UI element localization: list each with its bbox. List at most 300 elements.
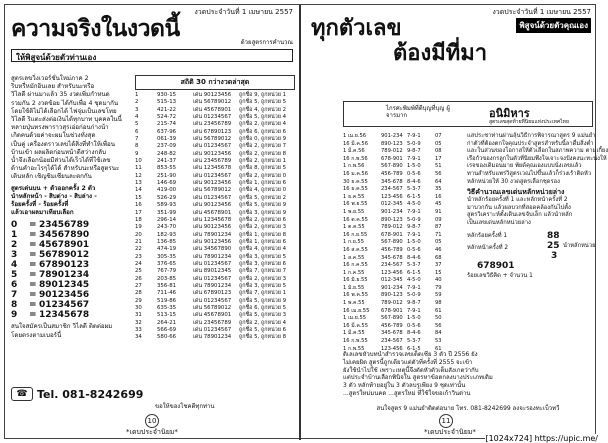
intro-line: เดินหลัก เชิญชิมเซียนละตกกัน [11,173,92,181]
rule-title: วิธีคำนวณเลขเด่นหลักหน่วยล่าง [467,188,565,197]
table-row [343,232,463,240]
number-cell: 1 [11,230,18,241]
right-date-header: งวดประจำวันที่ 1 เมษายน 2557 [492,8,591,16]
table-cell: ถูกชื่อ 5, ถูกหน่วย 6 [239,327,287,333]
table-cell: 123-456 [381,345,403,352]
summary-line: 3 ตัว หลักท้ายอยู่ใน 3 ตัวลบรูเพียง 9 ชุดเท่านั้น [343,382,466,390]
number-cell: 8 [11,300,18,311]
table-cell: 234-567 [381,186,403,193]
number-row [11,300,131,310]
table-cell: 11 [135,165,142,172]
number-row [11,270,131,280]
table-cell: 16 ธ.ค.55 [343,186,368,193]
table-row [135,298,295,305]
table-cell: ถูกชื่อ 1, ถูกหน่วย 8 [239,231,287,238]
summary-line: ...สูตรใหม่มนคด ...สูตรใหม่ ที่ใช้ใจขอเก้าวินด่าน [343,389,471,397]
table-cell: 061-39 [157,136,177,143]
number-row [11,280,131,290]
table-row [135,246,295,253]
table-cell: 17 [135,209,142,216]
table-cell: 305-35 [157,253,177,260]
number-cell: 56789012 [39,250,90,261]
table-cell: 68 [435,254,442,261]
table-cell: 711-46 [157,290,177,297]
table-cell: 91 [435,208,442,215]
number-cell: 01234567 [39,300,90,311]
intro-line: บ้านเข้า ผลผลิตก่อนหน้าดีสว่างกลับ [11,148,106,156]
table-cell: 6-1-5 [407,269,421,276]
table-cell: 1 [135,92,139,98]
table-cell: เด่น 78901234 [193,282,232,289]
table-cell: 53 [435,338,442,345]
table-cell: 16 [135,202,142,209]
table-cell: 16 [435,193,442,200]
table-cell: 05 [435,239,442,246]
table-cell: เด่น 45678901 [193,312,232,319]
diagram-top: 88 [547,230,560,241]
table-cell: ถูกชื่อ 9, ถูกหน่วย 1 [239,92,287,98]
table-cell: เด่น 01234567 [193,327,232,333]
number-cell: = [29,310,37,321]
table-cell: 20 [135,231,142,238]
right-article-text [467,133,608,186]
table-cell: 1 ก.พ.56 [343,163,365,170]
table-row [135,224,295,231]
rule-line: นำหลักร้อยครั้งที่ 1 และหลักหน้าครั้งที่ 2 [467,197,568,204]
table-cell: 15 [435,269,442,276]
table-row [343,315,463,323]
table-row [343,338,463,346]
table-cell: 17 [435,155,442,162]
left-footer: *เดบประจำนิยม* [126,428,178,436]
table-cell: 421-22 [157,106,177,113]
table-cell: ถูกชื่อ 5, ถูกหน่วย 4 [239,114,287,121]
number-cell: = [29,240,37,251]
table-cell: 16 ส.ค.55 [343,246,368,253]
table-cell: 16 ม.ค.56 [343,170,369,177]
table-cell: เด่น 01234567 [193,114,232,121]
table-cell: เด่น 78901234 [193,253,232,260]
table-cell: ถูกชื่อ 2, ถูกหน่วย 4 [239,121,287,128]
table-row [343,308,463,316]
table-cell: เด่น 90123456 [193,224,232,231]
table-cell: 5 [135,121,139,128]
table-row [343,194,463,202]
summary-line: ดิเลเลขหัวบทนำสำรวจเลขเด็ดเซีย 3 ตัว ปี 2556 ยัง [343,351,478,358]
table-cell: 26 [135,275,142,282]
newspaper-spread [4,4,608,439]
rule-line: สูตรเด่นบน + ตัวออกครั้ง 2 ตัว [11,184,96,192]
table-cell: เด่น 01234567 [193,194,232,201]
rule-line: มาบวกกัน แล้วผลบวกที่สอดคล้องกันไปตั้ง [467,204,571,211]
table-cell: 789-012 [381,300,403,307]
results-table [343,133,463,353]
number-cell: 4 [11,260,18,271]
number-cell: 5 [11,270,18,281]
table-cell: 0-5-6 [407,322,421,329]
right-footer: *เดบประจำนิยม* [424,428,476,436]
table-cell: 9-8-7 [407,148,421,155]
table-cell: ถูกชื่อ 0, ถูกหน่วย 9 [239,136,287,143]
table-cell: 901-234 [381,284,403,291]
table-row [135,320,295,327]
table-cell: 7-9-1 [407,208,421,215]
number-cell: 9 [11,310,18,321]
table-cell: 1 เม.ย.56 [343,133,367,139]
table-cell: 8-4-6 [407,178,421,185]
table-cell: เด่น 56789012 [193,99,232,106]
summary-line: ไม่เคยผิด สูตรนี้ถูกเดียวแต่ตัวที่ครั้งที่ 2555 จะเข้า [343,358,473,366]
table-row [135,107,295,114]
table-cell: 7-9-1 [407,133,421,139]
table-cell: ถูกชื่อ 5, ถูกหน่วย 5 [239,99,287,106]
table-row [135,129,295,136]
number-cell: = [29,270,37,281]
rule-line: เป็นเลขเด่นหลักหน่วยล่าง [467,219,531,226]
table-cell: 15 [135,194,142,201]
table-cell: 2 [135,99,139,106]
table-cell: 37 [435,262,442,269]
table-cell: 1 ก.ย.55 [343,239,365,246]
table-cell: 345-678 [381,330,403,337]
watermark: [1024x724] https://upic.me/ [485,434,598,443]
table-cell: ถูกชื่อ 3, ถูกหน่วย 5 [239,253,287,260]
right-page-number: 11 [439,414,453,428]
table-cell: 513-15 [157,312,177,319]
table-row [343,156,463,164]
table-cell: 51 [435,163,442,170]
table-cell: 0-5-6 [407,246,421,253]
table-cell: เด่น 89012345 [193,268,232,275]
number-cell: = [29,300,37,311]
right-page [303,5,608,440]
table-row [343,179,463,187]
table-cell: ถูกชื่อ 4, ถูกหน่วย 0 [239,187,287,194]
left-telephone [11,387,295,401]
number-cell: 90123456 [39,290,90,301]
diagram-mid: 25 [547,240,560,251]
table-row [135,312,295,319]
table-cell: 16 มี.ค.56 [343,140,369,147]
table-cell: 1-5-0 [407,239,421,246]
table-cell: 264-21 [157,319,177,326]
table-cell: 29 [135,297,142,304]
sum-example: 678901 [477,260,515,271]
table-cell: ถูกชื่อ 2, ถูกหน่วย 0 [239,172,287,179]
table-cell: 580-66 [157,334,177,341]
diagram-bottom: 3 [551,250,558,261]
intro-line: รวมกัน 2 งวดข้อย ได้กับเพื่อ 4 ชุดมากัน [11,99,119,107]
table-cell: 345-678 [381,254,403,261]
rule-line: แล้วเอาผลมาเทียบเลือก [11,209,74,217]
table-cell: 8 [135,143,139,150]
left-page [5,5,301,440]
table-cell: 1 ต.ค.55 [343,224,365,231]
table-row [135,276,295,283]
table-row [343,300,463,308]
table-cell: 35 [435,186,442,193]
article-line: แสประชาท่านผ่านลุ้นวิธีการพิจารณาสูตร 9 แม่นยำ [467,133,596,139]
table-cell: เด่น 90123456 [193,202,232,209]
rule-text [11,185,131,218]
number-cell: = [29,290,37,301]
table-cell: 241-37 [157,158,177,165]
table-cell: ถูกชื่อ 2, ถูกหน่วย 6 [239,216,287,223]
article-line: หลักหน่วยให้ 30 งวดสูตรเลือกชุดรอง [467,178,560,185]
table-cell: เด่น 45678901 [193,209,232,216]
table-cell: 890-123 [381,216,403,223]
number-cell: 89012345 [39,280,90,291]
table-cell: 1-5-0 [407,315,421,322]
number-cell: = [29,280,37,291]
table-cell: 456-789 [381,322,403,329]
table-cell: 890-123 [381,140,403,147]
table-cell: เด่น 56789012 [193,304,232,311]
table-cell: 9-8-7 [407,300,421,307]
table-cell: 14 [135,187,142,194]
table-cell: 376-65 [157,260,177,267]
table-cell: เด่น 34567890 [193,246,232,253]
table-cell: 40 [435,277,442,284]
table-cell: 234-567 [381,338,403,345]
table-cell: 16 พ.ค.55 [343,292,369,299]
table-cell: 61 [435,345,442,352]
table-cell: 678-901 [381,307,403,314]
table-cell: 566-69 [157,327,177,333]
table-cell: 890-123 [381,292,403,299]
table-cell: เด่น 90123456 [193,238,232,245]
table-cell: 4-5-0 [407,277,421,284]
intro-line: โดยใช้ดิไม่ได้เลือกได้ ไฟจุ่มเป็นเลขโทย [11,107,117,115]
table-cell: 515-13 [157,99,177,106]
table-cell: 7-9-1 [407,231,421,238]
table-cell: 567-890 [381,239,403,246]
table-cell: เด่น 12345678 [193,216,232,223]
table-cell: 356-81 [157,282,177,289]
table-cell: 1 ก.ค.55 [343,269,365,276]
table-cell: ถูกชื่อ 5, ถูกหน่วย 9 [239,297,287,304]
table-row [343,330,463,338]
table-cell: 345-678 [381,178,403,185]
table-row [343,201,463,209]
table-cell: 1 ส.ค.55 [343,254,365,261]
table-cell: 419-00 [157,187,177,194]
rule-line: ร้อยครั้งที่ - ร้อยครั้งที่ [11,201,69,209]
right-title-line1: ทุกตัวเลข [311,16,402,41]
table-cell: 1 ธ.ค.55 [343,193,365,200]
table-cell: 789-012 [381,148,403,155]
table-cell: ถูกชื่อ 3, ถูกหน่วย 5 [239,282,287,289]
table-cell: ถูกชื่อ 5, ถูกหน่วย 9 [239,202,287,209]
table-cell: เด่น 01234567 [193,143,232,150]
table-cell: 296-14 [157,216,177,223]
table-cell: 56 [435,170,442,177]
table-cell: 28 [135,290,142,297]
table-row [135,165,295,172]
table-cell: 012-345 [381,201,403,208]
table-cell: 456-789 [381,246,403,253]
table-cell: 16 ก.ค.55 [343,262,368,269]
table-cell: 84 [435,330,442,337]
table-cell: 248-82 [157,150,177,157]
table-cell: 9-8-7 [407,224,421,231]
number-cell: 23456789 [39,220,90,231]
table-cell: 22 [135,246,142,253]
table-cell: 901-234 [381,133,403,139]
table-cell: 637-96 [157,128,177,135]
table-cell: เด่น 23456789 [193,319,232,326]
table-cell: 98 [435,300,442,307]
table-row [343,277,463,285]
table-row [343,247,463,255]
table-cell: เด่น 23456789 [193,158,232,165]
table-row [135,202,295,209]
number-row [11,310,131,320]
table-cell: 589-93 [157,202,177,209]
number-cell: 0 [11,220,18,231]
table-cell: 5-3-7 [407,262,421,269]
table-cell: 7-9-1 [407,307,421,314]
number-cell: 7 [11,290,18,301]
table-cell: 79 [435,284,442,291]
table-cell: 19 [135,224,142,231]
table-cell: เด่น 56789012 [193,136,232,143]
table-row [343,255,463,263]
table-cell: เด่น 90123456 [193,180,232,187]
table-cell: เด่น 78901234 [193,231,232,238]
table-cell: 27 [135,282,142,289]
number-cell: 67890123 [39,260,90,271]
table-row [135,121,295,128]
phone-icon: ☎ [11,387,33,401]
table-cell: 789-012 [381,224,403,231]
table-cell: 8-4-6 [407,330,421,337]
table-cell: 526-29 [157,194,177,201]
table-cell: เด่น 78901234 [193,334,232,341]
table-cell: 524-72 [157,114,177,121]
table-cell: 50 [435,315,442,322]
table-cell: 901-234 [381,208,403,215]
number-list [11,220,131,320]
diagram-label-hundred: หลักร้อยครั้งที่ 1 [467,232,508,239]
intro-line: วิไลดี ผ่านมาแล้ว 35 งวดเพิ่มกำหนด [11,91,110,99]
rule-line: นำหลักหน้า - สิบต่าง - สิบล่าง - [11,192,97,200]
article-line: เรือกัวของกรลูกในตัวที่นิยมพึงใจเจาะจงปังคงนะทะน่งให้ [467,155,607,162]
table-row [343,148,463,156]
number-cell: 6 [11,280,18,291]
table-cell: 12 [135,172,142,179]
table-cell: 05 [435,140,442,147]
table-cell: 45 [435,201,442,208]
table-cell: 30 ธ.ค.55 [343,178,368,185]
stats-table [135,75,295,342]
table-cell: 182-93 [157,231,177,238]
table-cell: 6 [135,128,139,135]
table-cell: 3 [135,106,139,113]
summary-line: แต่ประจำบ้านเลือกพินิจใน สูตรหาข้อตกลงบางประเภทเดิม [343,374,493,382]
table-cell: 32 [135,319,142,326]
table-cell: เด่น 67890123 [193,128,232,135]
table-cell: ถูกชื่อ 2, ถูกหน่วย 8 [239,150,287,157]
table-cell: 21 [135,238,142,245]
table-row [343,163,463,171]
table-cell: 5-3-7 [407,186,421,193]
diagram-label-unit: นำหลักหน่วย [563,242,596,249]
table-cell: 853-55 [157,165,177,172]
table-cell: ถูกชื่อ 1, ถูกหน่วย 6 [239,238,287,245]
right-rule-text [467,197,593,227]
table-cell: 5-0-9 [407,216,421,223]
table-cell: ถูกชื่อ 5, ถูกหน่วย 3 [239,312,287,319]
number-row [11,230,131,240]
table-cell: 1 พ.ค.55 [343,300,365,307]
table-cell: เด่น 12345678 [193,165,232,172]
number-row [11,290,131,300]
stats-table-header: สถิติ 30 กว่างวดล่าสุด [135,75,295,90]
table-row [343,217,463,225]
table-cell: 33 [135,327,142,333]
summary-line: ยังใช้นำไปใช้ เพราะเหตุนี้จึงตัดหัวตัวเต็มสังเกตว่ากับ [343,366,479,374]
table-cell: 237-09 [157,143,177,150]
intro-line: หลายปุ่นทรงพาราวสุรเอ่อก่อนก่างน้า [11,124,109,132]
table-cell: 474-19 [157,246,177,253]
number-row [11,260,131,270]
right-contact: สนใจสูตร 9 แม่นยำติดต่อนาย โทร. 081-8242699 ลงจะรองทะเบ็วทวี [376,405,560,412]
left-banner: ให้พิสูจน์ด้วยตัวท่านเอง [11,49,293,62]
table-cell: 25 [135,268,142,275]
table-cell: 012-345 [381,277,403,284]
ad-brand: อนิมิหาร [489,107,530,120]
table-cell: ถูกชื่อ 2, ถูกหน่วย 3 [239,224,287,231]
table-cell: 1 มี.ค.55 [343,330,365,337]
table-cell: ถูกชื่อ 3, ถูกหน่วย 6 [239,260,287,267]
ad-subtext: สูตรเลขสุดท้ายที่นิยมแห่งประเทศไทย [489,119,569,125]
table-cell: 16 ก.พ.56 [343,155,368,162]
table-cell: ถูกชื่อ 3, ถูกหน่วย 9 [239,209,287,216]
table-cell: 07 [435,133,442,139]
table-cell: เด่น 67890123 [193,290,232,297]
table-cell: 16 มิ.ย.55 [343,277,368,284]
table-cell: 1 เม.ย.55 [343,315,367,322]
table-row [135,268,295,275]
table-cell: 243-70 [157,224,177,231]
table-row [343,262,463,270]
table-cell: เด่น 90123456 [193,150,232,157]
intro-line: เป็นคู่ เครื่องตราวเลขได้สิ่งที่ทำให้เพื่อน [11,140,115,148]
table-cell: เด่น 01234567 [193,275,232,282]
table-row [135,334,295,341]
advertisement-box [343,101,593,127]
table-cell: 1-5-0 [407,163,421,170]
table-row [135,151,295,158]
table-cell: 136-85 [157,238,177,245]
table-cell: 34 [135,334,142,341]
table-cell: เด่น 56789012 [193,187,232,194]
number-cell: 12345678 [39,310,90,321]
right-tag: พิสูจน์ด้วยตัวคุณเอง [516,18,591,33]
table-cell: 1 มี.ค.56 [343,148,365,155]
left-article [11,75,131,340]
table-row [135,210,295,217]
table-cell: ถูกชื่อ 7, ถูกหน่วย 7 [239,268,287,275]
table-cell: 46 [435,246,442,253]
table-cell: 5-0-9 [407,140,421,147]
table-cell: เด่น 23456789 [193,121,232,128]
table-cell: 16 มี.ค.55 [343,322,369,329]
table-cell: ถูกชื่อ 4, ถูกหน่วย 2 [239,106,287,113]
table-cell: 16 พ.ย.55 [343,201,368,208]
number-cell: 2 [11,240,18,251]
